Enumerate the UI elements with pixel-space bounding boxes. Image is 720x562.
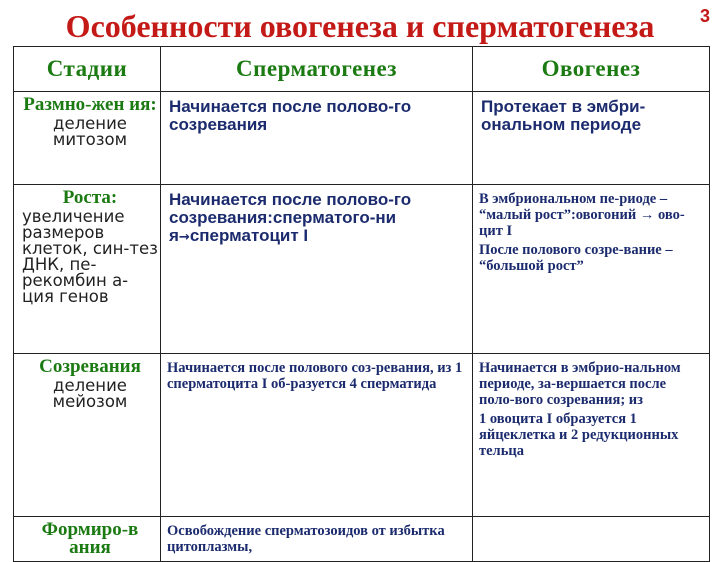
spermatogenesis-text (161, 185, 472, 247)
oogenesis-text (473, 354, 709, 459)
right-arrow-icon: → (178, 230, 190, 245)
stage-description: деление митозом (52, 114, 128, 149)
spermatogenesis-text: Освобождение сперматозоидов от избытка цитоплазмы, (167, 523, 445, 555)
spermatogenesis-text-start: Начинается после полово-го созревания:сперматого-ни я (169, 190, 412, 245)
column-header-stages: Стадии (14, 47, 161, 92)
oogenesis-paragraph: 1 овоцита I образуется 1 яйцеклетка и 2 редукционных тельца (479, 411, 679, 459)
oogenesis-paragraph: После полового созре-вание – “большой рост” (479, 242, 673, 274)
oogenesis-paragraph: Начинается в эмбрио-нальном периоде, за-вершается после поло-вого созревания; из (479, 360, 681, 408)
table-header-row (14, 47, 710, 92)
table-row (14, 92, 710, 185)
oogenesis-cell (473, 185, 710, 354)
oogenesis-cell (473, 92, 710, 185)
stage-cell (14, 92, 161, 185)
stage-name: Размно-жен ия: (23, 94, 157, 115)
oogenesis-text (473, 185, 709, 274)
stage-description: деление мейозом (52, 376, 128, 411)
column-header-spermatogenesis: Сперматогенез (161, 47, 473, 92)
table-row (14, 354, 710, 517)
spermatogenesis-text-end: сперматоцит I (189, 226, 309, 245)
slide-title: Особенности овогенеза и сперматогенеза (65, 8, 655, 44)
stage-cell (14, 185, 161, 354)
oogenesis-cell (473, 354, 710, 517)
stage-name: Формиро-в ания (41, 519, 139, 558)
stage-cell (14, 354, 161, 517)
column-header-oogenesis: Овогенез (473, 47, 710, 92)
table-row (14, 517, 710, 562)
spermatogenesis-cell (161, 517, 473, 562)
spermatogenesis-cell (161, 185, 473, 354)
stage-description: увеличение размеров клеток, син-тез ДНК, пе-рекомбин а-ция генов (22, 207, 158, 306)
spermatogenesis-cell (161, 354, 473, 517)
spermatogenesis-text: Начинается после полово-го созревания (169, 97, 412, 134)
stage-name: Роста: (62, 187, 118, 208)
oogenesis-text: Протекает в эмбри-ональном периоде (481, 97, 646, 134)
slide-number: 3 (699, 6, 710, 26)
comparison-table (13, 46, 710, 562)
spermatogenesis-text: Начинается после полового соз-ревания, из 1 сперматоцита I об-разуется 4 сперматида (167, 360, 463, 392)
oogenesis-paragraph: В эмбриональном пе-риоде – “малый рост”:овогоний → ово-цит I (479, 191, 685, 239)
spermatogenesis-cell (161, 92, 473, 185)
stage-name: Созревания (39, 356, 141, 377)
table-row (14, 185, 710, 354)
oogenesis-cell (473, 517, 710, 562)
stage-cell (14, 517, 161, 562)
